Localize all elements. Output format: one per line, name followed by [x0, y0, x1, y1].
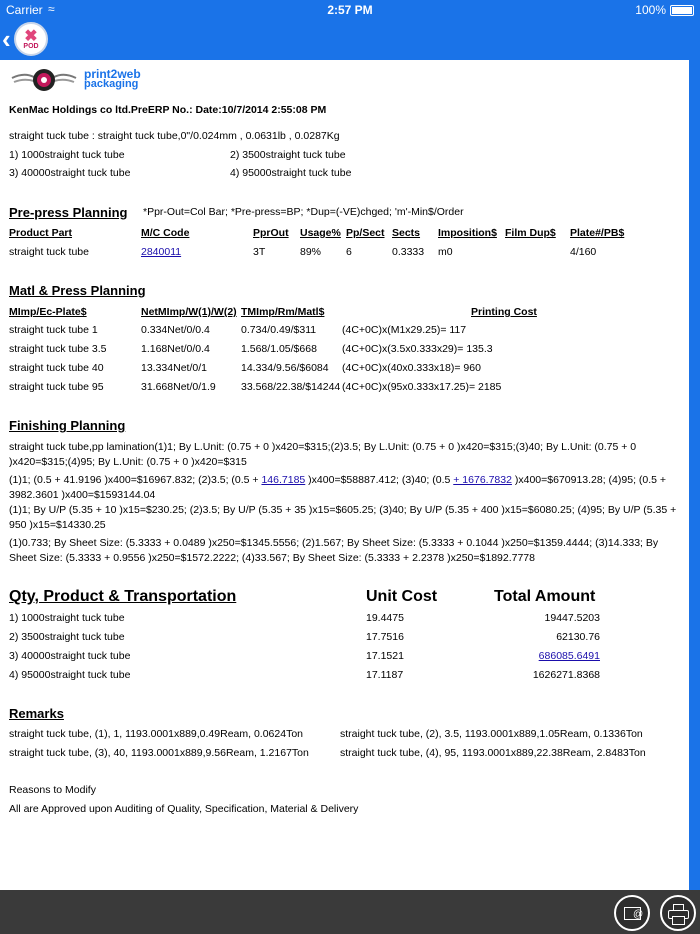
pod-logo-icon: ✖	[24, 28, 38, 45]
nav-bar	[0, 20, 700, 60]
approval-statement: All are Approved upon Auditing of Quality, Specification, Material & Delivery	[9, 803, 359, 815]
quantity-option: 1) 1000straight tuck tube	[9, 149, 125, 161]
mc-code-link[interactable]: 2840011	[141, 246, 182, 258]
brand-subtitle: packaging	[84, 78, 139, 90]
email-button[interactable]	[614, 895, 650, 931]
matl-cell: straight tuck tube 40	[9, 362, 104, 374]
qty-col-header: Unit Cost	[366, 588, 438, 605]
matl-cell: (4C+0C)x(3.5x0.333x29)= 135.3	[342, 343, 493, 355]
prepress-col-header: Sects	[392, 227, 421, 239]
prepress-heading: Pre-press Planning	[9, 205, 128, 220]
matl-cell: 0.334Net/0/0.4	[141, 324, 210, 336]
finishing-step-2	[9, 473, 681, 503]
prepress-cell: straight tuck tube	[9, 246, 89, 258]
finishing-heading: Finishing Planning	[9, 418, 126, 433]
qty-cell: 17.7516	[366, 631, 404, 643]
finishing-text: (1)1; (0.5 + 41.9196 )x400=$16967.832; (2)3.5; (0.5 +	[9, 474, 262, 486]
matl-cell: (4C+0C)x(M1x29.25)= 117	[342, 324, 467, 336]
finishing-step-4: (1)0.733; By Sheet Size: (5.3333 + 0.0489 )x250=$1345.5556; (2)1.567; By Sheet Size: (5.3333 + 0.1044 )x250=$1359.4444; (3)14.333; By Sheet Size: (5.3333 + 0.9556 )x250=$1572.2222; (4)33.567; By Sheet Size: (5.3333 + 2.2378 )x250=$1892.7778	[9, 537, 659, 564]
reasons-label: Reasons to Modify	[9, 784, 96, 796]
finishing-link[interactable]: + 1676.7832	[453, 474, 512, 486]
qty-cell: 19.4475	[366, 612, 404, 624]
printer-paper	[672, 916, 685, 925]
at-icon: @	[633, 909, 644, 920]
prepress-col-header: PprOut	[253, 227, 289, 239]
quantity-option: 4) 95000straight tuck tube	[230, 167, 352, 179]
matl-press-heading: Matl & Press Planning	[9, 283, 146, 298]
matl-cell: straight tuck tube 95	[9, 381, 104, 393]
quantity-option: 3) 40000straight tuck tube	[9, 167, 131, 179]
matl-cell: 31.668Net/0/1.9	[141, 381, 216, 393]
back-chevron-icon[interactable]: ‹	[2, 24, 11, 54]
qty-col-header: Total Amount	[494, 588, 596, 605]
matl-cell: 0.734/0.49/$311	[241, 324, 317, 336]
prepress-note: *Ppr-Out=Col Bar; *Pre-press=BP; *Dup=(-VE)chged; 'm'-Min$/Order	[143, 206, 464, 218]
matl-col-header: NetMImp/W(1)/W(2)	[141, 306, 237, 318]
matl-cell: 14.334/9.56/$6084	[241, 362, 329, 374]
matl-col-header: TMImp/Rm/Matl$	[241, 306, 325, 318]
qty-cell: 17.1187	[366, 669, 404, 681]
finishing-step-3: (1)1; By U/P (5.35 + 10 )x15=$230.25; (2)3.5; By U/P (5.35 + 35 )x15=$605.25; (3)40; By U/P (5.35 + 400 )x15=$6080.25; (4)95; By U/P (5.35 + 950 )x15=$14330.25	[9, 504, 677, 531]
matl-cell: 13.334Net/0/1	[141, 362, 207, 374]
qty-cell: 3) 40000straight tuck tube	[9, 650, 131, 662]
qty-cell: 17.1521	[366, 650, 404, 662]
qty-cell: 62130.76	[556, 631, 600, 643]
matl-cell: 33.568/22.38/$14244	[241, 381, 341, 393]
qty-cell: 2) 3500straight tuck tube	[9, 631, 125, 643]
total-amount-link[interactable]: 686085.6491	[538, 650, 600, 662]
prepress-col-header: Usage%	[300, 227, 341, 239]
prepress-cell: 4/160	[570, 246, 597, 258]
wifi-icon: ≈	[48, 2, 55, 16]
pod-logo-button[interactable]	[14, 22, 48, 56]
prepress-cell: 89%	[300, 246, 322, 258]
qty-cell: 1) 1000straight tuck tube	[9, 612, 125, 624]
finishing-lamination: straight tuck tube,pp lamination(1)1; By L.Unit: (0.75 + 0 )x420=$315;(2)3.5; By L.Unit: (0.75 + 0 )x420=$315;(3)40; By L.Unit: (0.75 + 0 )x420=$315;(4)95; By L.Unit: (0.75 + 0 )x420=$315	[9, 441, 637, 468]
qty-cell: 4) 95000straight tuck tube	[9, 669, 131, 681]
remark-item: straight tuck tube, (2), 3.5, 1193.0001x889,1.05Ream, 0.1336Ton	[340, 728, 643, 740]
remark-item: straight tuck tube, (4), 95, 1193.0001x889,22.38Ream, 2.8483Ton	[340, 747, 646, 759]
battery-percent: 100%	[635, 3, 666, 17]
brand-name: print2web	[84, 67, 141, 81]
report-content	[0, 60, 689, 890]
prepress-col-header: Plate#/PB$	[570, 227, 625, 239]
matl-cell: straight tuck tube 3.5	[9, 343, 107, 355]
prepress-cell: 6	[346, 246, 352, 258]
clock: 2:57 PM	[327, 3, 373, 17]
quantity-option: 2) 3500straight tuck tube	[230, 149, 346, 161]
qty-cell: 19447.5203	[544, 612, 600, 624]
product-description: straight tuck tube : straight tuck tube,0"/0.024mm , 0.0631lb , 0.0287Kg	[9, 130, 340, 142]
matl-cell: (4C+0C)x(40x0.333x18)= 960	[342, 362, 481, 374]
matl-col-header: MImp/Ec-Plate$	[9, 306, 87, 318]
battery-icon	[670, 5, 694, 16]
scrollbar[interactable]	[689, 60, 700, 890]
finishing-link[interactable]: 146.7185	[261, 474, 306, 486]
matl-cell: 1.168Net/0/0.4	[141, 343, 210, 355]
prepress-cell: m0	[438, 246, 453, 258]
qty-col-header: Qty, Product & Transportation	[9, 588, 237, 605]
bottom-toolbar	[0, 890, 700, 934]
prepress-cell: 0.3333	[392, 246, 425, 258]
remark-item: straight tuck tube, (1), 1, 1193.0001x889,0.49Ream, 0.0624Ton	[9, 728, 303, 740]
matl-col-header: Printing Cost	[471, 306, 537, 318]
print2web-logo-icon	[10, 66, 78, 94]
prepress-cell: 3T	[253, 246, 266, 258]
matl-cell: straight tuck tube 1	[9, 324, 98, 336]
finishing-text: )x400=$58887.412; (3)40; (0.5	[305, 474, 454, 486]
prepress-col-header: Film Dup$	[505, 227, 556, 239]
matl-cell: (4C+0C)x(95x0.333x17.25)= 2185	[342, 381, 502, 393]
prepress-col-header: M/C Code	[141, 227, 190, 239]
carrier-label: Carrier	[6, 3, 43, 17]
matl-cell: 1.568/1.05/$668	[241, 343, 317, 355]
status-bar	[0, 0, 700, 20]
prepress-col-header: Pp/Sect	[346, 227, 385, 239]
remark-item: straight tuck tube, (3), 40, 1193.0001x889,9.56Ream, 1.2167Ton	[9, 747, 309, 759]
prepress-col-header: Product Part	[9, 227, 73, 239]
report-title: KenMac Holdings co ltd.PreERP No.: Date:10/7/2014 2:55:08 PM	[9, 104, 327, 116]
prepress-col-header: Imposition$	[438, 227, 497, 239]
qty-cell: 1626271.8368	[532, 669, 600, 681]
remarks-heading: Remarks	[9, 706, 64, 721]
pod-logo-label: POD	[23, 43, 39, 50]
print-button[interactable]	[660, 895, 696, 931]
finishing-text: )x400=$670913.28; (4)95; (0.5 + 3982.3601 )x400=$1593144.04	[9, 474, 667, 501]
